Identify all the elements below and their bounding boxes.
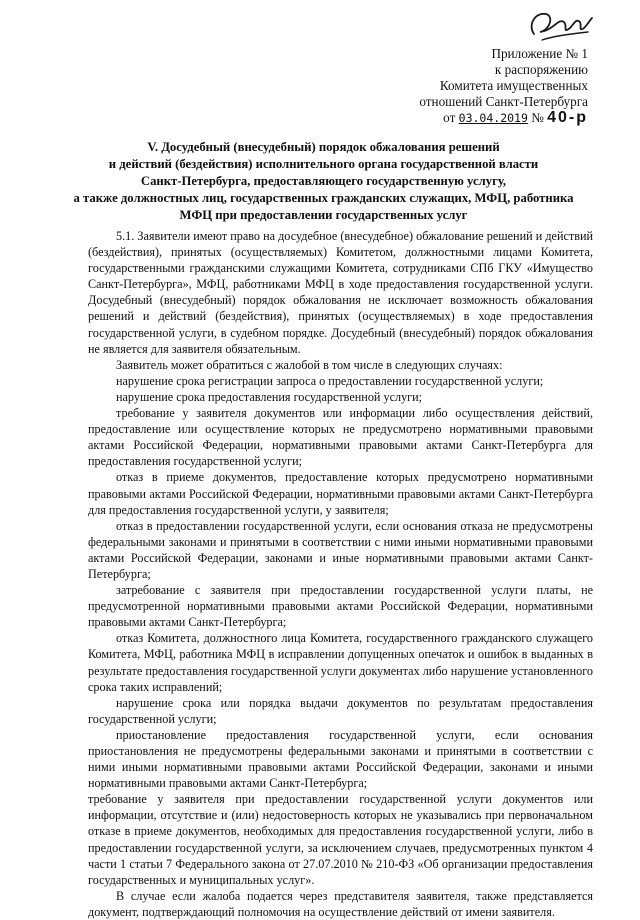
document-body xyxy=(88,228,593,920)
order-date: 03.04.2019 xyxy=(458,111,528,125)
list-item: отказ в приеме документов, предоставление которых предусмотрено нормативными правовыми актами Российской Федерации, нормативными правовыми актами Санкт-Петербурга для предоставления государственной услуги, у заявителя; xyxy=(88,470,593,517)
list-item: отказ Комитета, должностного лица Комитета, государственного гражданского служащего Комитета, МФЦ, работника МФЦ в исправлении допущенных опечаток и ошибок в выданных в результате предоставления государственной услуги документах либо нарушение установленного срока таких исправлений; xyxy=(88,631,593,694)
section-title xyxy=(56,139,591,224)
paragraph-5-1: 5.1. Заявители имеют право на досудебное (внесудебное) обжалование решений и действий (бездействия), принятых (осуществляемых) Комитетом, должностными лицами Комитета, государственными гражданскими служащими Комитета, сотрудниками СПб ГКУ «Имущество Санкт-Петербурга», МФЦ, работниками МФЦ в ходе предоставления государственной услуги. Досудебный (внесудебный) порядок обжалования не исключает возможность обжалования решений и действий (бездействия), принятых (осуществляемых) в ходе предоставления государственной услуги, в судебном порядке. Досудебный (внесудебный) порядок обжалования не является для заявителя обязательным. xyxy=(88,229,593,356)
paragraph: В случае если жалоба подается через представителя заявителя, также представляется документ, подтверждающий полномочия на осуществление действий от имени заявителя. xyxy=(88,888,593,919)
appendix-title: Приложение № 1 xyxy=(491,46,588,61)
list-item: нарушение срока предоставления государственной услуги; xyxy=(116,389,423,404)
number-label: № xyxy=(531,110,544,125)
list-item: затребование с заявителя при предоставлении государственной услуги платы, не предусмотренной нормативными правовыми актами Российской Федерации, нормативными правовыми актами Санкт-Петербурга; xyxy=(88,583,593,630)
section-title-line: МФЦ при предоставлении государственных услуг xyxy=(179,208,468,222)
list-item: требование у заявителя при предоставлении государственной услуги документов или информации, отсутствие и (или) недостоверность которых не указывались при первоначальном отказе в приеме документов, необходимых для предоставления государственной услуги, либо в предоставлении государственной услуги, за исключением случаев, предусмотренных пунктом 4 части 1 статьи 7 Федерального закона от 27.07.2010 № 210-ФЗ «Об организации предоставления государственных и муниципальных услуг». xyxy=(88,792,593,887)
section-title-line: V. Досудебный (внесудебный) порядок обжалования решений xyxy=(147,140,500,154)
list-item: нарушение срока регистрации запроса о предоставлении государственной услуги; xyxy=(116,373,544,388)
list-item: отказ в предоставлении государственной услуги, если основания отказа не предусмотрены федеральными законами и принятыми в соответствии с ними иными нормативными правовыми актами Российской Федерации, законами и иные нормативными правовыми актами Санкт-Петербурга; xyxy=(88,518,593,581)
paragraph: Заявитель может обратиться с жалобой в том числе в следующих случаях: xyxy=(116,357,503,372)
section-title-line: и действий (бездействия) исполнительного органа государственной власти xyxy=(108,157,539,171)
appendix-date-number xyxy=(419,110,588,126)
appendix-order-ref: к распоряжению xyxy=(494,62,588,77)
appendix-committee: Комитета имущественных xyxy=(439,78,588,93)
appendix-committee-city: отношений Санкт-Петербурга xyxy=(419,94,588,109)
list-item: требование у заявителя документов или информации либо осуществления действий, предоставление или осуществление которых не предусмотрено нормативными правовыми актами Российской Федерации, нормативными правовыми актами Санкт-Петербурга для предоставления государственной услуги; xyxy=(88,406,593,469)
order-number: 40-р xyxy=(547,109,588,126)
list-item: нарушение срока или порядка выдачи документов по результатам предоставления государственной услуги; xyxy=(88,695,593,726)
appendix-header xyxy=(419,46,588,126)
section-title-line: а также должностных лиц, государственных гражданских служащих, МФЦ, работника xyxy=(73,191,574,205)
section-title-line: Санкт-Петербурга, предоставляющего государственную услугу, xyxy=(140,174,507,188)
list-item: приостановление предоставления государственной услуги, если основания приостановления не предусмотрены федеральными законами и принятыми в соответствии с ними иными нормативными правовыми актами Российской Федерации, законами и иными нормативными правовыми актами Санкт-Петербурга; xyxy=(88,727,593,791)
handwritten-signature xyxy=(524,4,594,48)
date-prefix: от xyxy=(443,110,456,125)
